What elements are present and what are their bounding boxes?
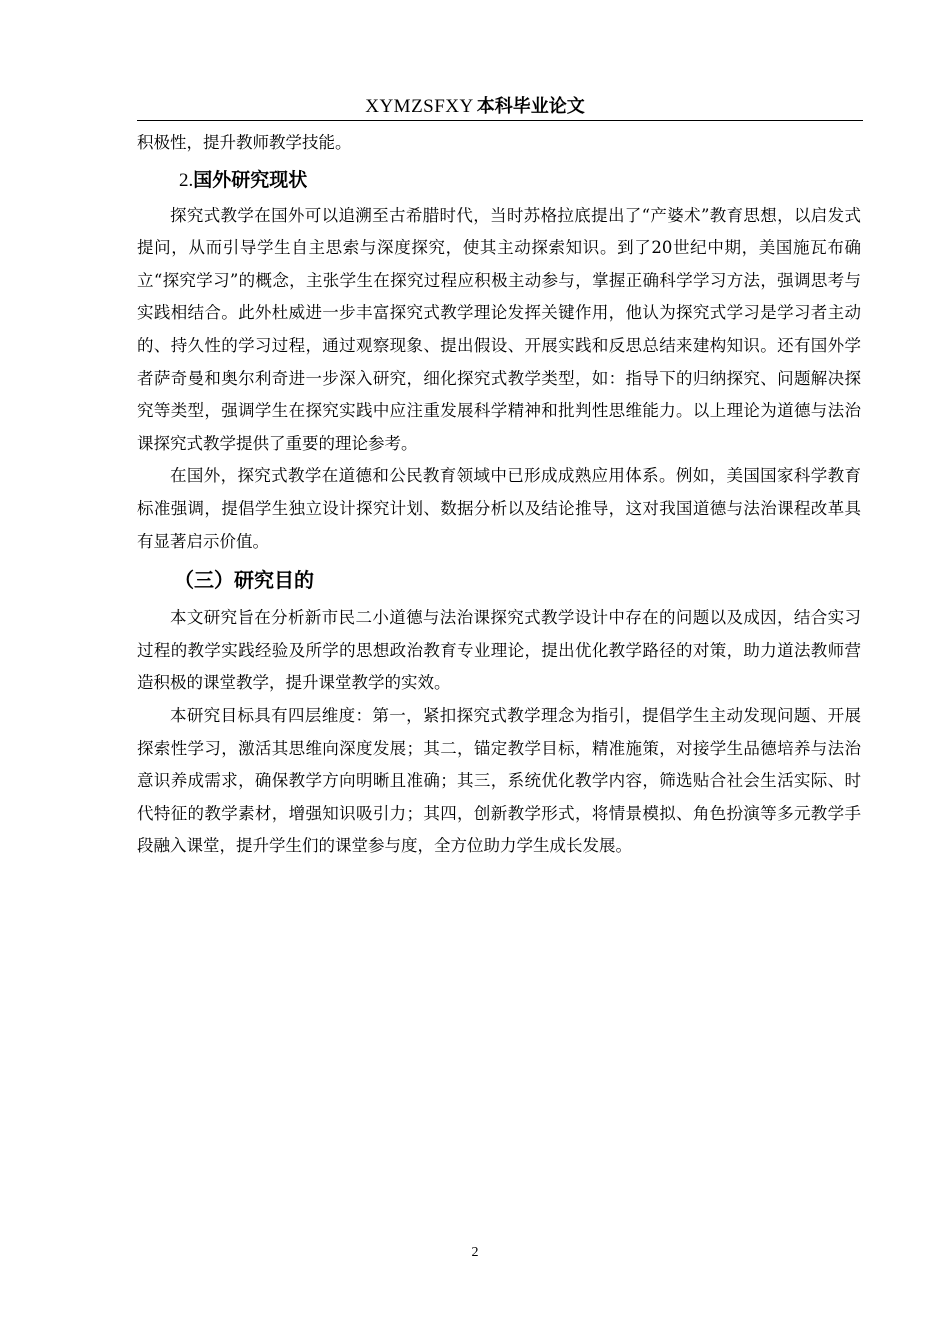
subsection-title: 国外研究现状: [193, 168, 308, 191]
header-rule: [137, 120, 863, 121]
subsection-heading: [137, 160, 861, 200]
paragraph-research-purpose: 本文研究旨在分析新市民二小道德与法治课探究式教学设计中存在的问题以及成因，结合实习过程的教学实践经验及所学的思想政治教育专业理论，提出优化教学路径的对策，助力道法教师营造积极的课堂教学，提升课堂教学的实效。: [137, 608, 861, 693]
subsection-number: 2.: [179, 169, 194, 191]
section-heading: （三）研究目的: [174, 568, 314, 593]
page-header: [0, 94, 950, 119]
document-body: [137, 127, 861, 863]
header-code: XYMZSFXY: [365, 96, 474, 117]
page-number: 2: [471, 1245, 479, 1260]
carry-over-text: 积极性，提升教师教学技能。: [137, 133, 352, 152]
paragraph-foreign-history: 探究式教学在国外可以追溯至古希腊时代，当时苏格拉底提出了“产婆术”教育思想，以启发式提问，从而引导学生自主思索与深度探究，使其主动探索知识。到了20世纪中期，美国施瓦布确立“探究学习”的概念，主张学生在探究过程应积极主动参与，掌握正确科学学习方法，强调思考与实践相结合。此外杜威进一步丰富探究式教学理论发挥关键作用，他认为探究式学习是学习者主动的、持久性的学习过程，通过观察现象、提出假设、开展实践和反思总结来建构知识。还有国外学者萨奇曼和奥尔利奇进一步深入研究，细化探究式教学类型，如：指导下的归纳探究、问题解决探究等类型，强调学生在探究实践中应注重发展科学精神和批判性思维能力。以上理论为道德与法治课探究式教学提供了重要的理论参考。: [137, 205, 861, 453]
paragraph-foreign-application: 在国外，探究式教学在道德和公民教育领域中已形成成熟应用体系。例如，美国国家科学教育标准强调，提倡学生独立设计探究计划、数据分析以及结论推导，这对我国道德与法治课程改革具有显著启示价值。: [137, 466, 861, 551]
header-title: 本科毕业论文: [476, 96, 585, 117]
paragraph-research-goals: 本研究目标具有四层维度：第一，紧扣探究式教学理念为指引，提倡学生主动发现问题、开展探索性学习，激活其思维向深度发展；其二，锚定教学目标，精准施策，对接学生品德培养与法治意识养成需求，确保教学方向明晰且准确；其三，系统优化教学内容，筛选贴合社会生活实际、时代特征的教学素材，增强知识吸引力；其四，创新教学形式，将情景模拟、角色扮演等多元教学手段融入课堂，提升学生们的课堂参与度，全方位助力学生成长发展。: [137, 705, 861, 856]
